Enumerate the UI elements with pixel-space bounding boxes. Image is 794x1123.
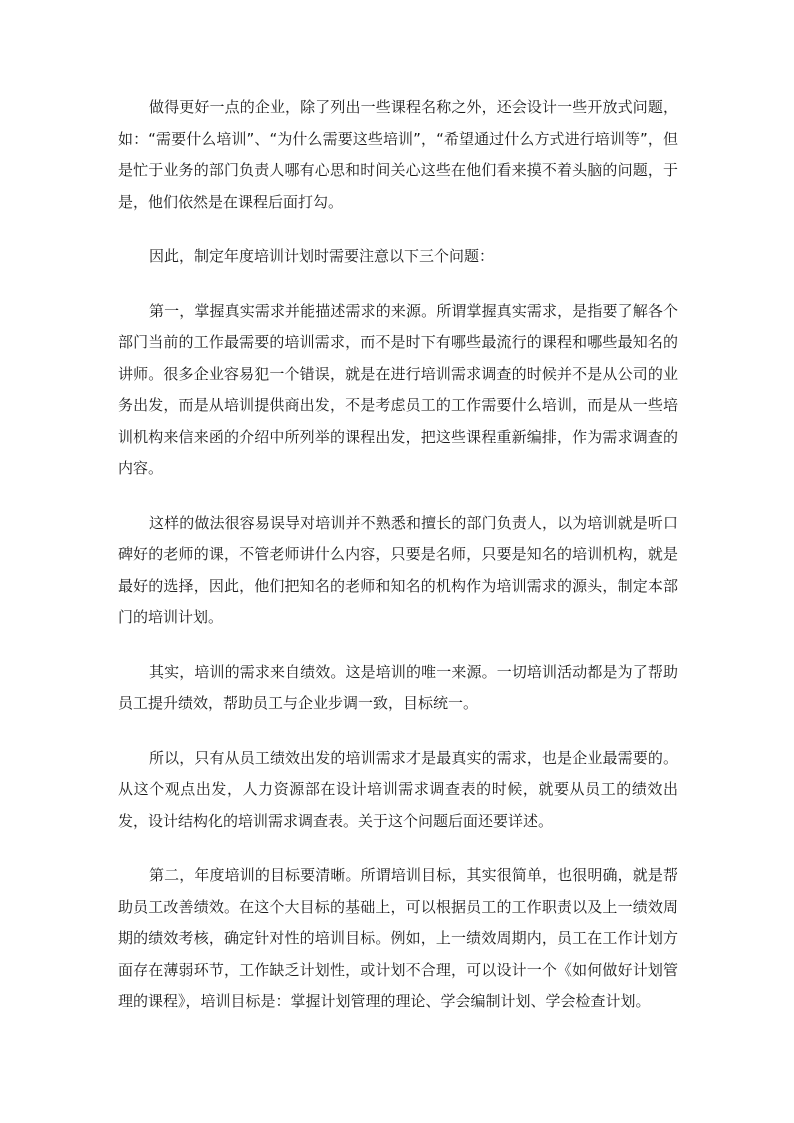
- document-body: [118, 92, 678, 1041]
- paragraph-misleading-approach: 这样的做法很容易误导对培训并不熟悉和擅长的部门负责人，以为培训就是听口碑好的老师的课，不管老师讲什么内容，只要是名师，只要是知名的培训机构，就是最好的选择，因此，他们把知名的老师和知名的机构作为培训需求的源头，制定本部门的培训计划。: [118, 513, 678, 626]
- paragraph-first-real-needs: 第一，掌握真实需求并能描述需求的来源。所谓掌握真实需求，是指要了解各个部门当前的工作最需要的培训需求，而不是时下有哪些最流行的课程和哪些最知名的讲师。很多企业容易犯一个错误，就是在进行培训需求调查的时候并不是从公司的业务出发，而是从培训提供商出发，不是考虑员工的工作需要什么培训，而是从一些培训机构来信来函的介绍中所列举的课程出发，把这些课程重新编排，作为需求调查的内容。: [118, 301, 678, 477]
- paragraph-second-clear-goals: 第二，年度培训的目标要清晰。所谓培训目标，其实很简单，也很明确，就是帮助员工改善绩效。在这个大目标的基础上，可以根据员工的工作职责以及上一绩效周期的绩效考核，确定针对性的培训目标。例如，上一绩效周期内，员工在工作计划方面存在薄弱环节，工作缺乏计划性，或计划不合理，可以设计一个《如何做好计划管理的课程》，培训目标是：掌握计划管理的理论、学会编制计划、学会检查计划。: [118, 866, 678, 1010]
- paragraph-structured-survey: 所以，只有从员工绩效出发的培训需求才是最真实的需求，也是企业最需要的。从这个观点出发，人力资源部在设计培训需求调查表的时候，就要从员工的绩效出发，设计结构化的培训需求调查表。关于这个问题后面还要详述。: [118, 748, 678, 830]
- paragraph-needs-from-performance: 其实，培训的需求来自绩效。这是培训的唯一来源。一切培训活动都是为了帮助员工提升绩效，帮助员工与企业步调一致，目标统一。: [118, 662, 678, 712]
- paragraph-open-questions: 做得更好一点的企业，除了列出一些课程名称之外，还会设计一些开放式问题，如：“需要什么培训”、“为什么需要这些培训”，“希望通过什么方式进行培训等”，但是忙于业务的部门负责人哪有心思和时间关心这些在他们看来摸不着头脑的问题，于是，他们依然是在课程后面打勾。: [118, 98, 678, 211]
- paragraph-three-issues-intro: 因此，制定年度培训计划时需要注意以下三个问题：: [149, 247, 495, 265]
